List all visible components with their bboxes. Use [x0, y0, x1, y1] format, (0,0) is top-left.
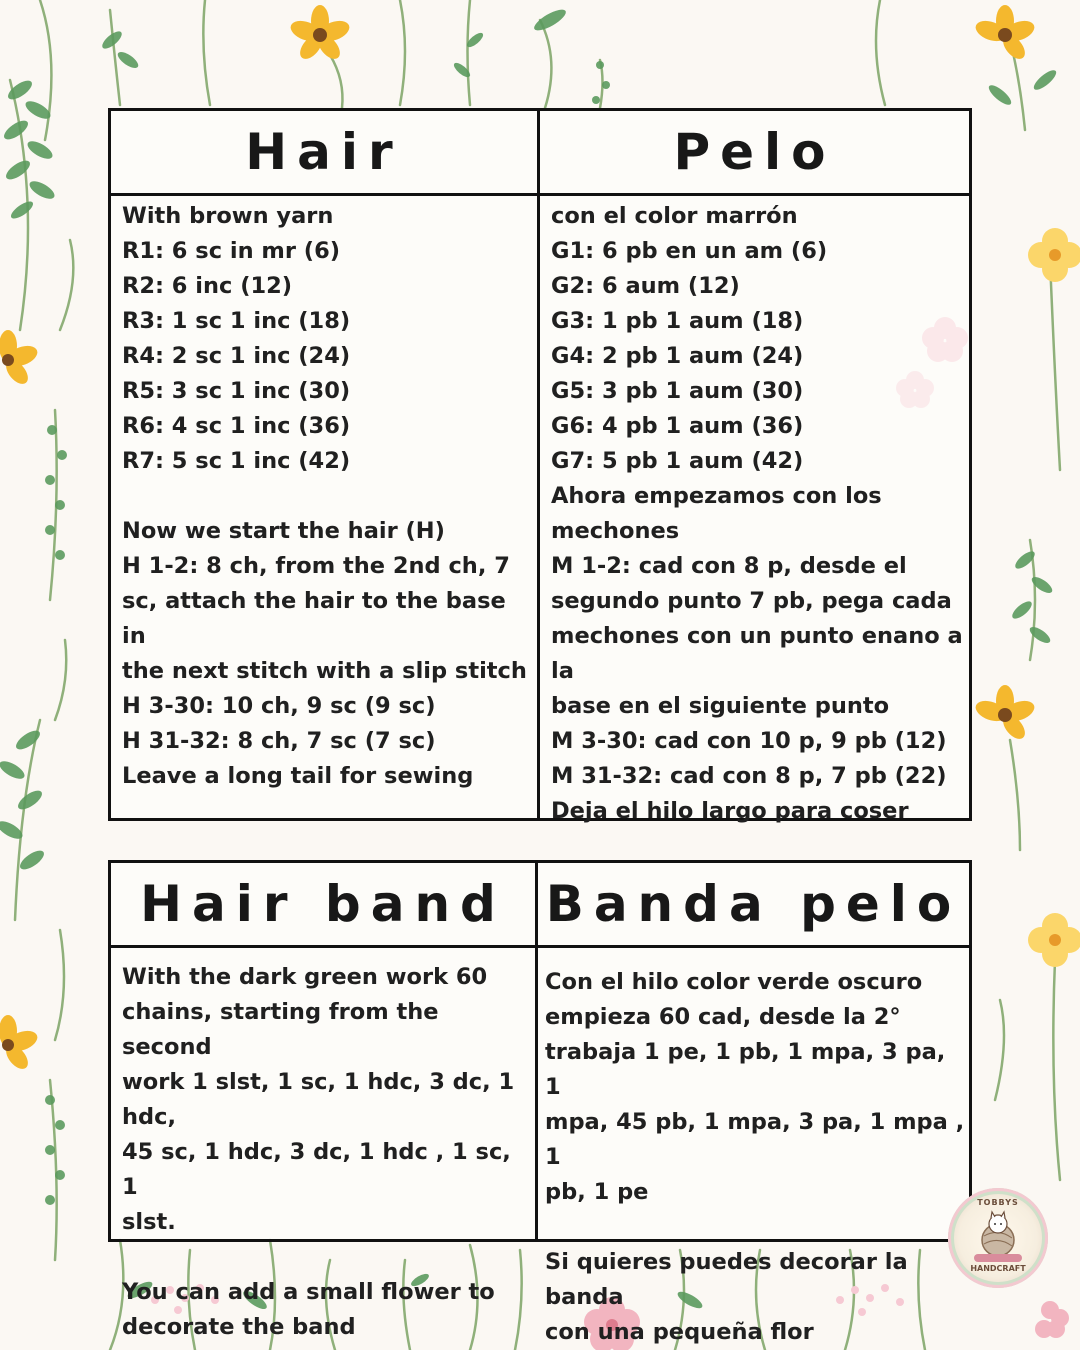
pelo-title: Pelo [673, 123, 836, 181]
header-divider [111, 945, 969, 948]
brand-logo [948, 1188, 1048, 1288]
hair-band-instructions-es: Con el hilo color verde oscuro empieza 60 cad, desde la 2° trabaja 1 pe, 1 pb, 1 mpa, 3 pa, 1 mpa, 45 pb, 1 mpa, 3 pa, 1 mpa , 1 pb, 1 pe Si quieres puedes decorar la banda con una pequeña flor [545, 969, 965, 1345]
hair-title: Hair [245, 123, 403, 181]
header-divider [111, 193, 969, 196]
column-divider [537, 111, 540, 818]
hair-band-table [108, 860, 972, 1345]
banda-pelo-title: Banda pelo [545, 875, 962, 933]
hair-instructions-es: con el color marrón G1: 6 pb en un am (6) G2: 6 aum (12) G3: 1 pb 1 aum (18) G4: 2 pb 1 aum (24) G5: 3 pb 1 aum (30) G6: 4 pb 1 aum (36) G7: 5 pb 1 aum (42) Ahora empezamos con los mechones M 1-2: cad con 8 p, desde el segundo punto 7 pb, pega cada mechones con un punto enano a la base en el siguiente punto M 3-30: cad con 10 p, 9 pb (12) M 31-32: cad con 8 p, 7 pb (22) Deja el hilo largo para coser [551, 203, 963, 824]
hair-band-instructions-en: With the dark green work 60 chains, starting from the second work 1 slst, 1 sc, 1 hdc, 3 dc, 1 hdc, 45 sc, 1 hdc, 3 dc, 1 hdc , 1 sc, 1 slst. You can add a small flower to decorate the band [122, 964, 515, 1340]
hair-band-title: Hair band [140, 875, 506, 933]
hair-table [108, 108, 972, 824]
hair-instructions-en: With brown yarn R1: 6 sc in mr (6) R2: 6 inc (12) R3: 1 sc 1 inc (18) R4: 2 sc 1 inc (24) R5: 3 sc 1 inc (30) R6: 4 sc 1 inc (36) R7: 5 sc 1 inc (42) Now we start the hair (H) H 1-2: 8 ch, from the 2nd ch, 7 sc, attach the hair to the base in the next stitch with a slip stitch H 3-30: 10 ch, 9 sc (9 sc) H 31-32: 8 ch, 7 sc (7 sc) Leave a long tail for sewing [122, 203, 527, 789]
logo-top-text: TOBBYS [977, 1198, 1019, 1207]
logo-bottom-text: HANDCRAFT [970, 1264, 1026, 1273]
